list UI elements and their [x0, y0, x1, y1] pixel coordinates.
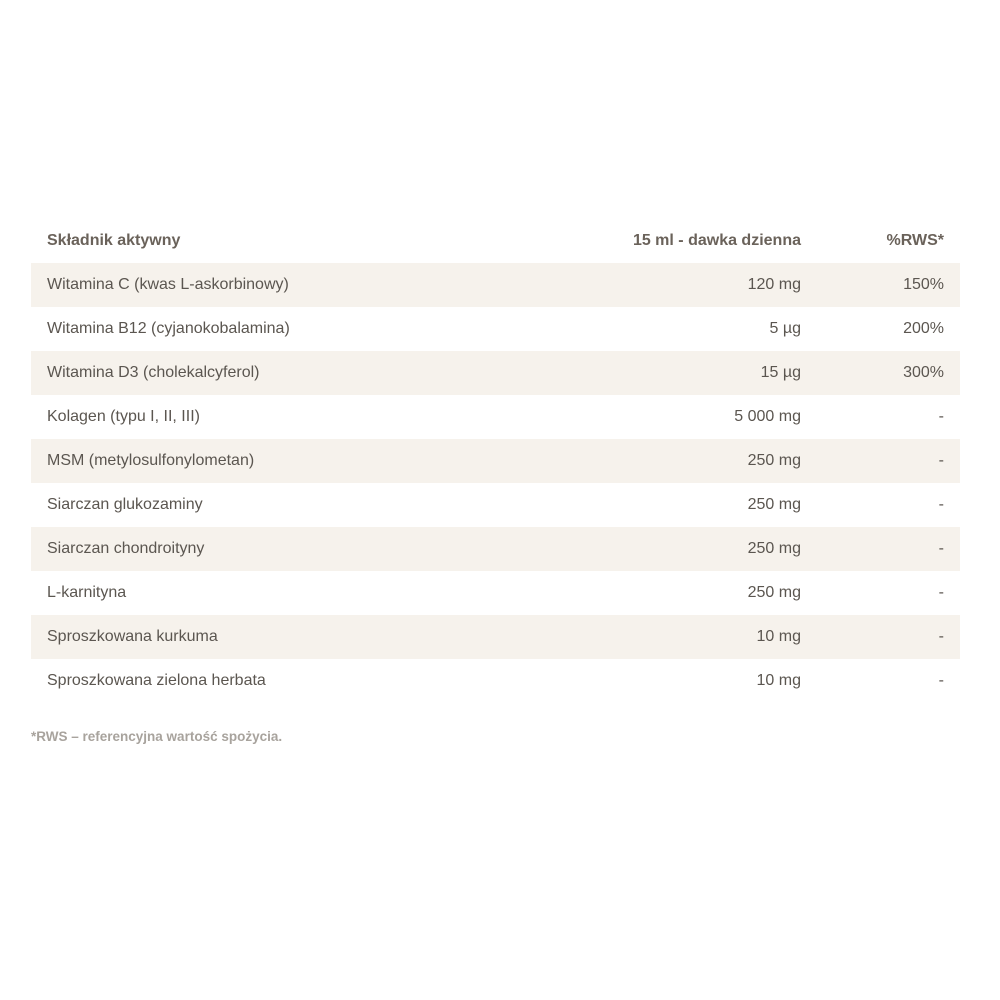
- ingredients-table: [31, 219, 960, 703]
- dose-cell: 10 mg: [756, 628, 801, 645]
- rws-footnote: *RWS – referencyjna wartość spożycia.: [31, 729, 283, 744]
- ingredient-cell: Siarczan chondroityny: [47, 540, 205, 557]
- table-row: [31, 439, 960, 483]
- nutrition-table-section: [31, 219, 960, 703]
- table-row: [31, 263, 960, 307]
- ingredient-cell: Witamina C (kwas L-askorbinowy): [47, 276, 289, 293]
- dose-cell: 250 mg: [747, 540, 801, 557]
- rws-cell: -: [938, 672, 944, 689]
- rws-cell: -: [938, 540, 944, 557]
- dose-cell: 250 mg: [747, 452, 801, 469]
- ingredient-cell: MSM (metylosulfonylometan): [47, 452, 255, 469]
- table-row: [31, 571, 960, 615]
- dose-cell: 10 mg: [756, 672, 801, 689]
- rws-cell: -: [938, 408, 944, 425]
- rws-cell: -: [938, 584, 944, 601]
- table-row: [31, 307, 960, 351]
- dose-cell: 5 000 mg: [734, 408, 801, 425]
- dose-cell: 15 µg: [760, 364, 801, 381]
- table-row: [31, 395, 960, 439]
- dose-cell: 250 mg: [747, 584, 801, 601]
- rws-cell: 200%: [903, 320, 944, 337]
- ingredient-cell: L-karnityna: [47, 584, 127, 601]
- table-row: [31, 527, 960, 571]
- header-dose: 15 ml - dawka dzienna: [632, 232, 801, 249]
- dose-cell: 5 µg: [769, 320, 801, 337]
- ingredient-cell: Kolagen (typu I, II, III): [47, 408, 200, 425]
- table-row: [31, 483, 960, 527]
- dose-cell: 120 mg: [747, 276, 801, 293]
- rws-cell: -: [938, 452, 944, 469]
- rws-cell: -: [938, 496, 944, 513]
- ingredient-cell: Sproszkowana kurkuma: [47, 628, 218, 645]
- rws-cell: 300%: [903, 364, 944, 381]
- table-row: [31, 659, 960, 703]
- ingredient-cell: Siarczan glukozaminy: [47, 496, 203, 513]
- table-header-row: [31, 219, 960, 263]
- ingredient-cell: Sproszkowana zielona herbata: [47, 672, 266, 689]
- rws-cell: -: [938, 628, 944, 645]
- dose-cell: 250 mg: [747, 496, 801, 513]
- rws-cell: 150%: [903, 276, 944, 293]
- table-row: [31, 351, 960, 395]
- header-rws: %RWS*: [886, 232, 944, 249]
- ingredient-cell: Witamina D3 (cholekalcyferol): [47, 364, 260, 381]
- header-ingredient: Składnik aktywny: [47, 232, 181, 249]
- table-row: [31, 615, 960, 659]
- ingredient-cell: Witamina B12 (cyjanokobalamina): [47, 320, 290, 337]
